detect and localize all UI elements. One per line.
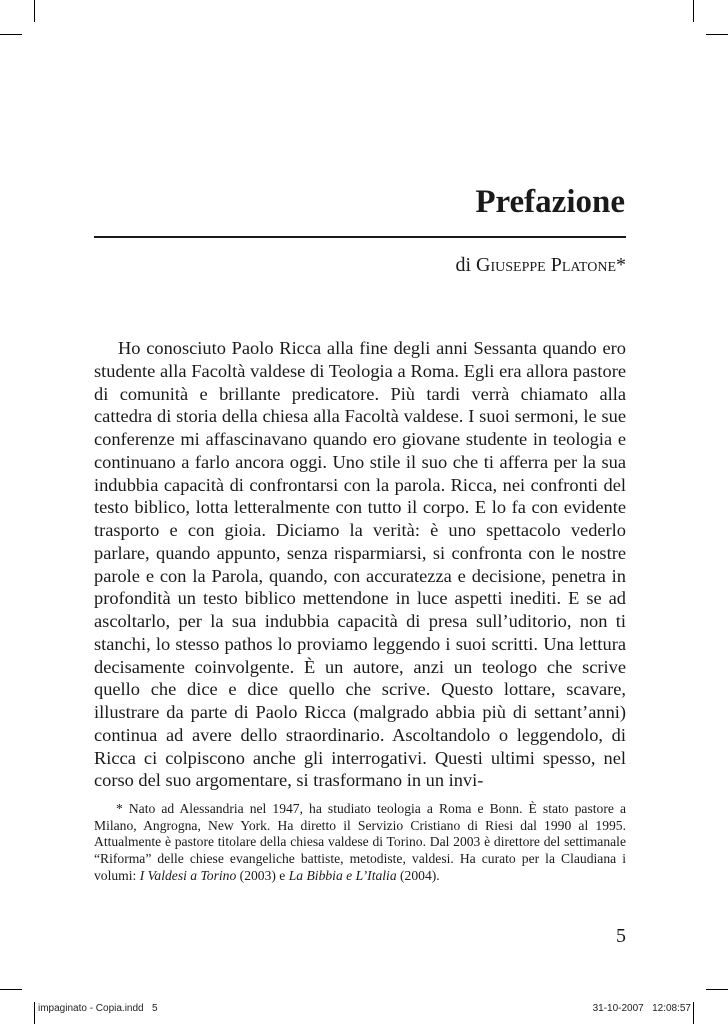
footnote: [94, 801, 626, 885]
footnote-text: * Nato ad Alessandria nel 1947, ha studiato teologia a Roma e Bonn. È stato pastore a Milano, Angrogna, New York. Ha diretto il Servizio Cristiano di Riesi dal 1990 al 1995. Attualmente è pastore titolare della chiesa valdese di Torino. Dal 2003 è direttore del settimanale “Riforma” delle chiese evangeliche battiste, metodiste, valdesi. Ha curato per la Claudiana i volumi:: [94, 801, 626, 883]
page-number: 5: [616, 925, 626, 947]
crop-mark: [34, 1002, 35, 1024]
footnote-work-year: (2003) e: [236, 867, 289, 883]
footnote-work-title: I Valdesi a Torino: [139, 867, 237, 883]
crop-mark: [0, 34, 22, 35]
crop-mark: [34, 0, 35, 22]
body-paragraph: Ho conosciuto Paolo Ricca alla fine degli anni Sessanta quando ero studente alla Facoltà valdese di Teologia a Roma. Egli era allora pastore di comunità e brillante predicatore. Più tardi verrà chiamato alla cattedra di storia della chiesa alla Facoltà valdese. I suoi sermoni, le sue conferenze mi affascinavano quando ero giovane studente in teologia e continuano a farlo ancora oggi. Uno stile il suo che ti afferra per la sua indubbia capacità di confrontarsi con la parola. Ricca, nei confronti del testo biblico, lotta letteralmente con tutto il corpo. E lo fa con evidente trasporto e con gioia. Diciamo la verità: è uno spettacolo vederlo parlare, quando appunto, senza risparmiarsi, si confronta con le nostre parole e con la Parola, quando, con accuratezza e decisione, penetra in profondità un testo biblico mettendone in luce aspetti inediti. E se ad ascoltarlo, per la sua indubbia capacità di presa sull’uditorio, non ti stanchi, lo stesso pathos lo proviamo leggendo i suoi scritti. Una lettura decisamente coinvolgente. È un autore, anzi un teologo che scrive quello che dice e dice quello che scrive. Questo lottare, scavare, illustrare da parte di Paolo Ricca (malgrado abbia più di settant’anni) continua ad avere dello straordinario. Ascoltandolo o leggendolo, di Ricca ci colpiscono anche gli interrogativi. Questi ultimi spesso, nel corso del suo argomentare, si trasformano in un invi-: [94, 338, 626, 791]
author-line: [455, 254, 626, 277]
footnote-marker: *: [616, 254, 626, 276]
crop-mark: [0, 989, 22, 990]
slug-filename: impaginato - Copia.indd 5: [38, 1003, 158, 1014]
crop-mark: [693, 1002, 694, 1024]
crop-mark: [706, 34, 728, 35]
footnote-work-title: La Bibbia e L’Italia: [288, 867, 397, 883]
crop-mark: [706, 989, 728, 990]
crop-mark: [693, 0, 694, 22]
title-rule: [94, 236, 626, 238]
slug-timestamp: 31-10-2007 12:08:57: [592, 1003, 691, 1014]
page-title: Prefazione: [475, 184, 625, 220]
author-name: Giuseppe Platone: [476, 254, 616, 276]
footnote-work-year: (2004).: [396, 867, 440, 883]
author-prefix: di: [455, 254, 472, 276]
